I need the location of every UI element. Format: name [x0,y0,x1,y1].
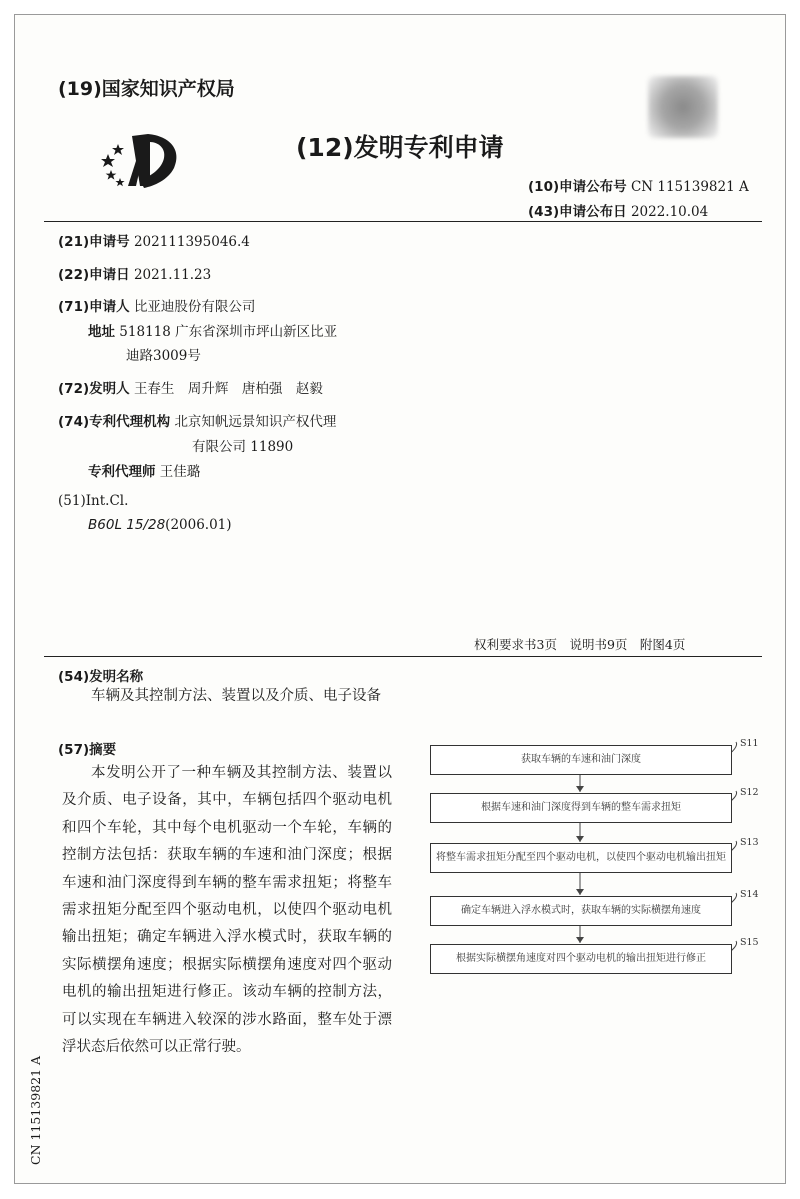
flow-step-s12: 根据车速和油门深度得到车辆的整车需求扭矩 [430,793,732,823]
address-line-1: 518118 广东省深圳市坪山新区比亚 [119,324,338,340]
office-name: (19)国家知识产权局 [58,78,235,100]
inventors-label: (72)发明人 [58,381,130,397]
flow-step-s13: 将整车需求扭矩分配至四个驱动电机，以使四个驱动电机输出扭矩 [430,843,732,873]
publication-date-label: (43)申请公布日 [528,204,627,220]
address-label: 地址 [88,324,115,340]
title-label-text: (54)发明名称 [58,669,144,685]
flow-step-s15: 根据实际横摆角速度对四个驱动电机的输出扭矩进行修正 [430,944,732,974]
inventors: 王春生 周升辉 唐柏强 赵毅 [133,381,323,397]
address-line-2: 迪路3009号 [126,348,201,364]
application-number-label: (21)申请号 [58,234,130,250]
agent: 王佳璐 [159,464,201,480]
side-publication-number-text: CN 115139821 A [28,1055,43,1165]
document-type: (12)发明专利申请 [296,133,504,162]
application-number: 202111395046.4 [133,234,250,250]
intcl-label-text: (51)Int.Cl. [58,493,129,509]
publication-date: 2022.10.04 [630,204,709,220]
flow-step-s11: 获取车辆的车速和油门深度 [430,745,732,775]
abstract-label-text: (57)摘要 [58,742,117,758]
agent-label: 专利代理师 [88,464,156,480]
flow-step-s12-id: S12 [740,787,759,798]
intcl-code: B60L 15/28 [88,517,166,533]
invention-title: 车辆及其控制方法、装置以及介质、电子设备 [91,688,381,704]
application-date: 2021.11.23 [133,267,212,283]
flow-step-s15-id: S15 [740,937,759,948]
flow-step-s14-id: S14 [740,889,759,900]
flow-step-s13-id: S13 [740,837,759,848]
publication-number-label: (10)申请公布号 [528,179,627,195]
page-counts: 权利要求书3页 说明书9页 附图4页 [474,637,686,652]
intcl-year: (2006.01) [165,517,232,533]
abstract-text: 本发明公开了一种车辆及其控制方法、装置以及介质、电子设备，其中，车辆包括四个驱动电机和四个车轮，其中每个电机驱动一个车轮，车辆的控制方法包括：获取车辆的车速和油门深度；根据车速和油门深度得到车辆的整车需求扭矩；将整车需求扭矩分配至四个驱动电机，以使四个驱动电机输出扭矩；确定车辆进入浮水模式时，获取车辆的实际横摆角速度；根据实际横摆角速度对四个驱动电机的输出扭矩进行修正。该动车辆的控制方法，可以实现在车辆进入较深的涉水路面，整车处于漂浮状态后依然可以正常行驶。 [62,765,392,1056]
application-date-label: (22)申请日 [58,267,130,283]
side-publication-number [26,1040,46,1180]
applicant: 比亚迪股份有限公司 [133,299,256,315]
flow-step-s11-id: S11 [740,738,759,749]
agency-label: (74)专利代理机构 [58,414,171,430]
applicant-label: (71)申请人 [58,299,130,315]
agency-line-2: 有限公司 11890 [192,439,294,455]
publication-number: CN 115139821 A [630,179,749,195]
flow-step-s14: 确定车辆进入浮水模式时，获取车辆的实际横摆角速度 [430,896,732,926]
agency-line-1: 北京知帆远景知识产权代理 [174,414,337,430]
